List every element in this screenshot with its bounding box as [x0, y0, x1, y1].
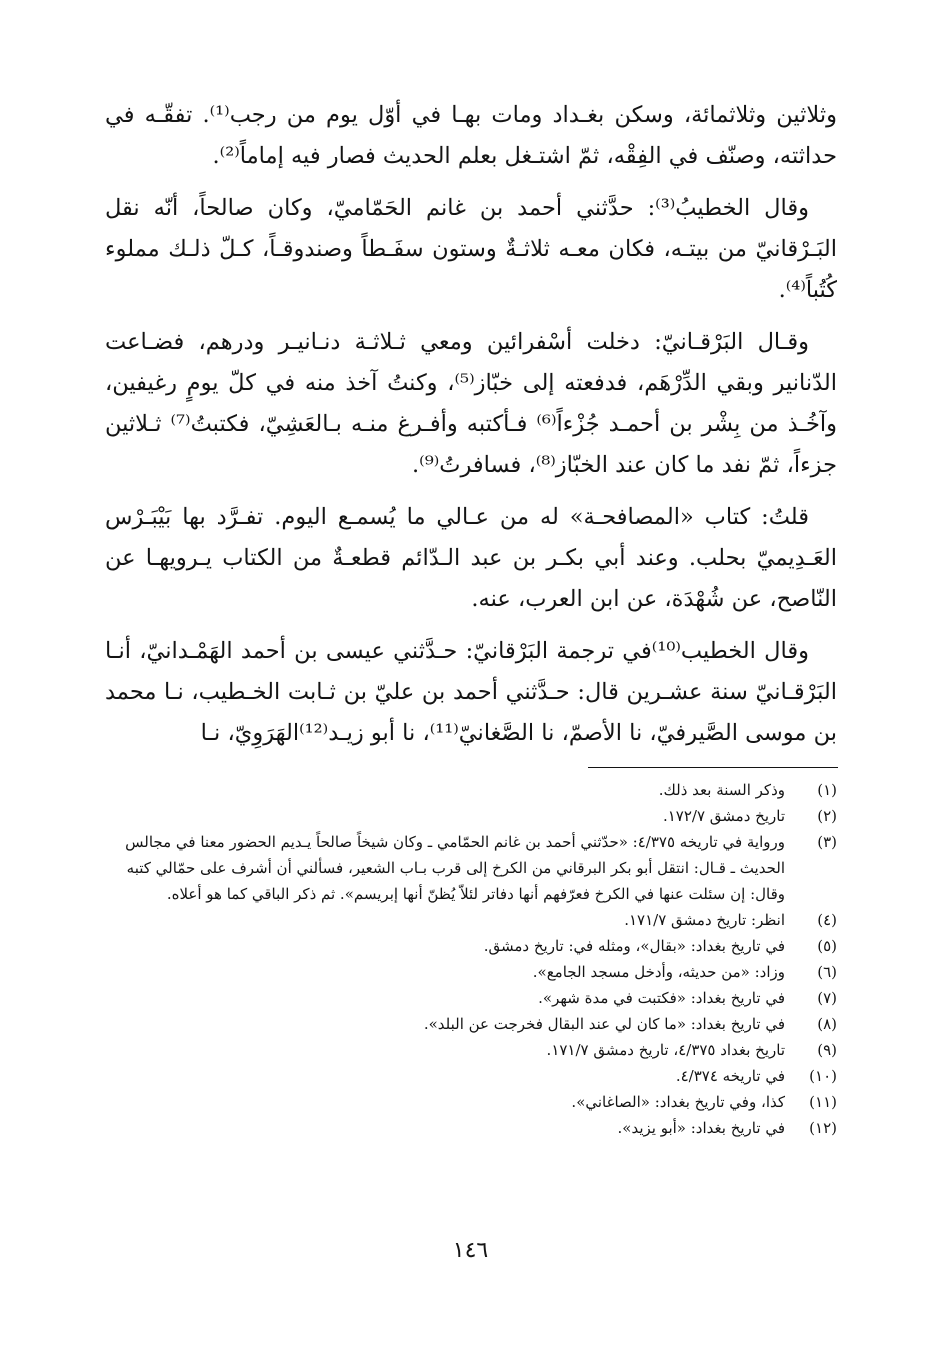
footnote-number: (١) [817, 781, 837, 799]
footnote-text: في تاريخ بغداد: «بقال»، ومثله في: تاريخ دمشق. [483, 937, 785, 955]
paragraph-2: وقال الخطيبُ⁽³⁾: حدَّثني أحمد بن غانم الحَمّاميّ، وكان صالحاً، أنّه نقل البَـرْقانيّ من بيتـه، فكان معـه ثلاثـةٌ وستون سفَـطاً وصندوقـاً، كـلّ ذلـك مملوء كُتُباً⁽⁴⁾. [105, 195, 837, 303]
paragraph-5: وقال الخطيب⁽¹⁰⁾في ترجمة البَرْقانيّ: حـدَّثني عيسى بن أحمد الهَمْـدانيّ، أنـا البَرْقـانيّ سنة عشـرين قال: حـدَّثني أحمد بن عليّ بن ثـابت الخـطيب، نـا محمد بن موسى الصَّيرفيّ، نا الأصمّ، نا الصَّغانيّ⁽¹¹⁾، نا أبو زيـد⁽¹²⁾الهَرَوِيّ، نـا [105, 638, 837, 746]
footnote-text: في تاريخ بغداد: «أبو يزيد». [617, 1119, 785, 1137]
footnote-text: انظر: تاريخ دمشق ١٧١/٧. [624, 911, 785, 929]
footnote-number: (٣) [817, 833, 837, 851]
footnote-text: وزاد: «من حديثه، وأدخل مسجد الجامع». [532, 963, 785, 981]
footnote-1 [105, 777, 837, 803]
footnote-number: (١٠) [809, 1067, 837, 1085]
footnote-number: (١٢) [809, 1119, 837, 1137]
footnote-10 [105, 1063, 837, 1089]
paragraph-4: قلتُ: كتاب «المصافحـة» له من عـالي ما يُسمـع اليوم. تفـرَّد بها بَيْبَـرْس العَـدِيميّ بحلب. وعند أبي بكـر بن عبد الـدّائم قطعـةٌ من الكتاب يـرويهـا عن النّاصح، عن شُهْدَة، عن ابن العرب، عنه. [105, 504, 837, 612]
footnote-text: كذا، وفي تاريخ بغداد: «الصاغاني». [571, 1093, 785, 1111]
footnote-number: (٨) [817, 1015, 837, 1033]
footnote-number: (٩) [817, 1041, 837, 1059]
footnote-9 [105, 1037, 837, 1063]
footnote-number: (١١) [809, 1093, 837, 1111]
footnote-number: (٤) [817, 911, 837, 929]
footnote-11 [105, 1089, 837, 1115]
footnote-number: (٢) [817, 807, 837, 825]
footnote-8 [105, 1011, 837, 1037]
footnote-4 [105, 907, 837, 933]
footnote-number: (٥) [817, 937, 837, 955]
paragraph-3: وقـال البَرْقـانيّ: دخلت أسْفرائين ومعي ثـلاثـة دنـانيـر ودرهم، فضـاعت الدّنانير وبقي الدِّرْهَم، فدفعته إلى خبّاز⁽⁵⁾، وكنتُ آخذ منه في كلّ يومٍ رغيفين، وآخُـذ من بِشْر بن أحمـد جُزْءاً⁽⁶⁾ فـأكتبه وأفـرغ منـه بـالعَشِيّ، فكتبتُ⁽⁷⁾ ثـلاثين جزءاً، ثمّ نفد ما كان عند الخبّاز⁽⁸⁾، فسافرتُ⁽⁹⁾. [105, 329, 838, 478]
paragraph-1: وثلاثين وثلاثمائة، وسكن بغـداد ومات بهـا في أوّل يوم من رجب⁽¹⁾. تفقّـه في حداثته، وصنّف في الفِقْه، ثمّ اشتـغل بعلم الحديث فصار فيه إماماً⁽²⁾. [105, 102, 837, 169]
page-number: ١٤٦ [452, 1238, 489, 1263]
footnote-number: (٦) [817, 963, 837, 981]
footnote-5 [105, 933, 837, 959]
footnote-6 [105, 959, 837, 985]
footnote-text: في تاريخ بغداد: «فكتبت في مدة شهر». [538, 989, 785, 1007]
footnote-text: وذكر السنة بعد ذلك. [658, 781, 785, 799]
footnote-text: في تاريخه ٤/٣٧٤. [675, 1067, 785, 1085]
footnote-3 [105, 829, 837, 907]
footnote-2 [105, 803, 837, 829]
footnote-12 [105, 1115, 837, 1141]
footnote-text: تاريخ بغداد ٤/٣٧٥، تاريخ دمشق ١٧١/٧. [546, 1041, 785, 1059]
main-text [105, 95, 837, 765]
footnote-separator [588, 767, 838, 768]
footnotes [105, 777, 837, 1141]
footnote-text: ورواية في تاريخه ٤/٣٧٥: «حدّثني أحمد بن غانم الحمّامي ـ وكان شيخاً صالحاً يـديم الحضور معنا في مجالس الحديث ـ قـال: انتقل أبو بكر البرقاني من الكرخ إلى قرب بـاب الشعير، فسألني أن أشرف على حمّالي كتبه وقال: إن سئلت عنها في الكرخ فعرّفهم أنها دفاتر لئلاّ يُظنّ أنها إبريسم». ثم ذكر الباقي كما هو أعلاه. [125, 833, 785, 903]
footnote-7 [105, 985, 837, 1011]
footnote-text: تاريخ دمشق ١٧٢/٧. [662, 807, 785, 825]
footnote-number: (٧) [817, 989, 837, 1007]
footnote-text: في تاريخ بغداد: «ما كان لي عند البقال فخرجت عن البلد». [423, 1015, 785, 1033]
